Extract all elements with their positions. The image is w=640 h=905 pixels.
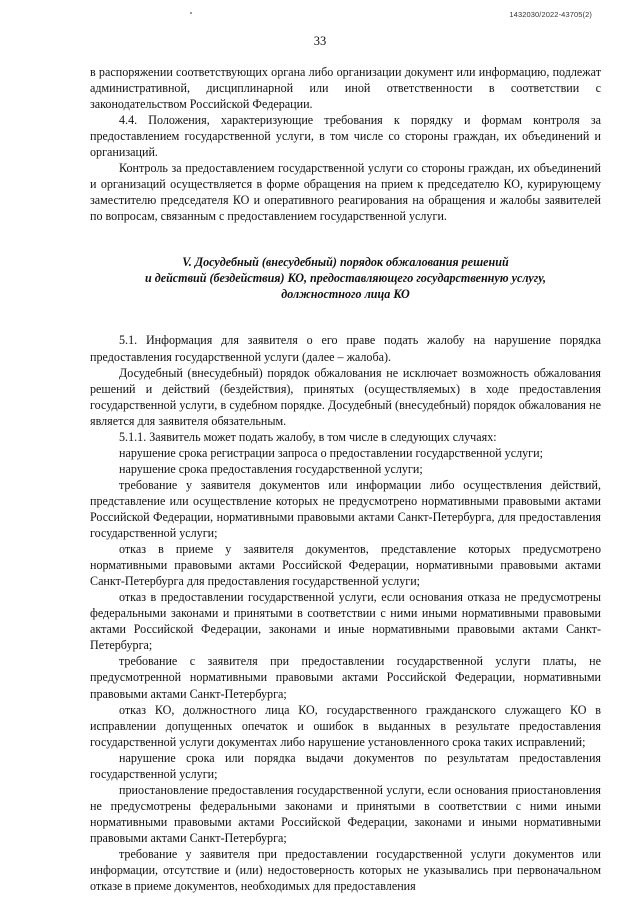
paragraph: Досудебный (внесудебный) порядок обжалования не исключает возможность обжалования решений и действий (бездействия), принятых (осуществляемых) в ходе предоставления государственной услуги, в судебном порядке. Досудебный (внесудебный) порядок обжалования не является для заявителя обязательным. bbox=[90, 365, 601, 428]
list-item: отказ в приеме у заявителя документов, представление которых предусмотрено нормативными правовыми актами Российской Федерации, нормативными правовыми актами Санкт-Петербурга для предоставления государственной услуги; bbox=[90, 542, 601, 589]
section-heading-line: и действий (бездействия) КО, предоставляющего государственную услугу, bbox=[144, 271, 547, 286]
list-item: отказ КО, должностного лица КО, государственного гражданского служащего КО в исправлении допущенных опечаток и ошибок в выданных в результате предоставления государственной услуги документах либо нарушение установленного срока таких исправлений; bbox=[90, 702, 601, 749]
paragraph: в распоряжении соответствующих органа либо организации документ или информацию, подлежат административной, дисциплинарной или иной ответственности в соответствии с законодательством Российской Федерации. bbox=[90, 65, 601, 112]
list-item: требование у заявителя документов или информации либо осуществления действий, представление или осуществление которых не предусмотрено нормативными правовыми актами Российской Федерации, нормативными правовыми актами Санкт-Петербурга, для предоставления государственной услуги; bbox=[90, 477, 601, 541]
list-item: нарушение срока регистрации запроса о предоставлении государственной услуги; bbox=[119, 445, 543, 460]
list-item: нарушение срока предоставления государственной услуги; bbox=[119, 461, 423, 476]
scan-speck bbox=[190, 12, 192, 14]
paragraph: 5.1.1. Заявитель может подать жалобу, в том числе в следующих случаях: bbox=[119, 429, 497, 444]
list-item: требование у заявителя при предоставлении государственной услуги документов или информации, отсутствие и (или) недостоверность которых не указывались при первоначальном отказе в приеме документов, необходимых для предоставления bbox=[90, 846, 601, 894]
list-item: нарушение срока или порядка выдачи документов по результатам предоставления государственной услуги; bbox=[90, 750, 601, 781]
page-body bbox=[90, 64, 601, 894]
section-heading-line: V. Досудебный (внесудебный) порядок обжалования решений bbox=[182, 255, 509, 270]
list-item: отказ в предоставлении государственной услуги, если основания отказа не предусмотрены федеральными законами и принятыми в соответствии с ними иными нормативными правовыми актами Российской Федерации, законами и иные нормативными правовыми актами Санкт-Петербурга; bbox=[90, 590, 601, 653]
section-heading-line: должностного лица КО bbox=[281, 287, 410, 302]
paragraph: 4.4. Положения, характеризующие требования к порядку и формам контроля за предоставлением государственной услуги, в том числе со стороны граждан, их объединений и организаций. bbox=[90, 113, 601, 160]
paragraph: Контроль за предоставлением государственной услуги со стороны граждан, их объединений и организаций осуществляется в форме обращения на прием к председателю КО, курирующему заместителю председателя КО и оперативного реагирования на обращения и жалобы заявителей по вопросам, связанным с предоставлением государственной услуги. bbox=[90, 161, 601, 224]
list-item: требование с заявителя при предоставлении государственной услуги платы, не предусмотренной нормативными правовыми актами Российской Федерации, нормативными правовыми актами Санкт-Петербурга; bbox=[90, 654, 601, 701]
list-item: приостановление предоставления государственной услуги, если основания приостановления не предусмотрены федеральными законами и принятыми в соответствии с ними иными нормативными правовыми актами Российской Федерации, законами и иными нормативными правовыми актами Санкт-Петербурга; bbox=[90, 782, 601, 845]
paragraph: 5.1. Информация для заявителя о его праве подать жалобу на нарушение порядка предоставления государственной услуги (далее – жалоба). bbox=[90, 333, 601, 364]
section-heading bbox=[90, 254, 601, 302]
document-id: 1432030/2022-43705(2) bbox=[509, 10, 592, 19]
page-number: 33 bbox=[313, 34, 327, 48]
